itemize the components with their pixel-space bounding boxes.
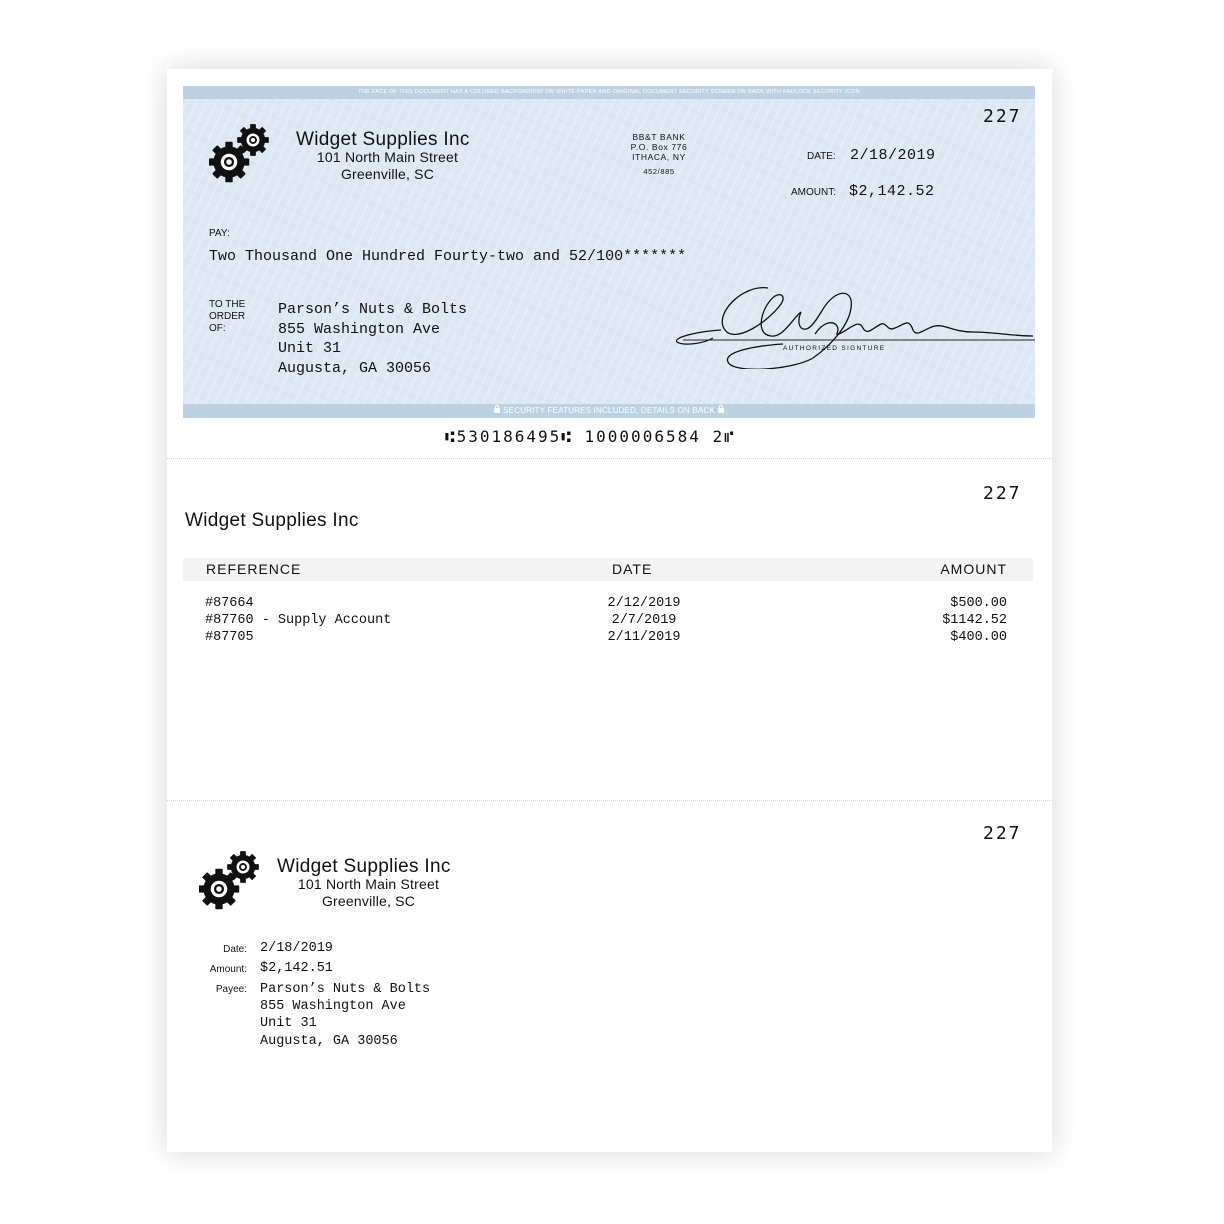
signature xyxy=(673,274,1035,369)
stub2-company-address-line2: Greenville, SC xyxy=(321,893,416,909)
check-number: 227 xyxy=(983,106,1022,127)
payee-city: Augusta, GA 30056 xyxy=(278,359,432,377)
company-address-line1: 101 North Main Street xyxy=(316,149,459,165)
stub2-date-label: Date: xyxy=(223,944,247,955)
gears-logo-icon xyxy=(199,849,261,911)
stub1-check-number: 227 xyxy=(983,483,1022,504)
check xyxy=(183,86,1035,418)
stub2-payee xyxy=(260,981,430,1050)
bank-info xyxy=(611,132,707,177)
stub2-payee-city: Augusta, GA 30056 xyxy=(260,1033,398,1049)
table-row-reference: #87760 - Supply Account xyxy=(205,613,392,628)
date-label: DATE: xyxy=(807,151,836,162)
check-date: 2/18/2019 xyxy=(850,147,936,164)
table-row-date: 2/12/2019 xyxy=(607,596,681,611)
stub2-payee-name: Parson’s Nuts & Bolts xyxy=(260,982,431,997)
stub1-table-body xyxy=(205,596,1007,656)
header-amount: AMOUNT xyxy=(940,561,1007,577)
security-band-top: THE FACE OF THIS DOCUMENT HAS A COLORED BACKGROUND ON WHITE PAPER AND ORIGINAL DOCUMENT SECURITY SCREEN ON BACK WITH PADLOCK SECURITY ICON xyxy=(183,86,1035,99)
table-row-reference: #87664 xyxy=(205,596,254,611)
check-page xyxy=(167,69,1052,1152)
to-the-order-of-label: TO THE ORDER OF: xyxy=(209,299,246,334)
perforation-line xyxy=(167,458,1052,459)
security-band-bottom: SECURITY FEATURES INCLUDED, DETAILS ON BACK xyxy=(183,404,1035,418)
stub1-company-name: Widget Supplies Inc xyxy=(185,510,359,531)
payee-name: Parson’s Nuts & Bolts xyxy=(278,301,468,318)
payee-street: 855 Washington Ave xyxy=(278,320,441,338)
table-row-date: 2/7/2019 xyxy=(611,613,677,628)
stub2-amount: $2,142.51 xyxy=(260,961,333,976)
stub1-table-header xyxy=(183,558,1033,581)
pay-label: PAY: xyxy=(209,228,230,239)
payee-address xyxy=(278,300,467,378)
table-row-amount: $1142.52 xyxy=(942,613,1007,628)
perforation-line xyxy=(167,800,1052,801)
company-address-line2: Greenville, SC xyxy=(340,166,435,182)
bank-name: BB&T BANK xyxy=(632,132,686,142)
table-row-amount: $500.00 xyxy=(950,596,1007,611)
table-row-reference: #87705 xyxy=(205,630,254,645)
table-row-amount: $400.00 xyxy=(950,630,1007,645)
stub2-check-number: 227 xyxy=(983,823,1022,844)
gears-logo-icon xyxy=(209,122,271,184)
micr-line: ⑆530186495⑆ 1000006584 2⑈ xyxy=(445,427,736,446)
check-amount: $2,142.52 xyxy=(849,183,935,200)
bank-city: ITHACA, NY xyxy=(632,152,686,162)
header-reference: REFERENCE xyxy=(206,561,302,577)
stub2-payee-label: Payee: xyxy=(215,984,247,995)
stub2-company-address-line1: 101 North Main Street xyxy=(297,876,440,892)
padlock-icon xyxy=(718,408,724,413)
stub2-date: 2/18/2019 xyxy=(260,941,333,956)
payee-unit: Unit 31 xyxy=(278,340,342,357)
stub2-payee-street: 855 Washington Ave xyxy=(260,999,406,1015)
amount-label: AMOUNT: xyxy=(791,187,836,198)
stub2-amount-label: Amount: xyxy=(209,964,247,975)
bank-box: P.O. Box 776 xyxy=(630,142,688,152)
amount-in-words: Two Thousand One Hundred Fourty-two and 52/100******* xyxy=(209,248,687,265)
stub2-company-name: Widget Supplies Inc xyxy=(277,856,451,877)
padlock-icon xyxy=(494,408,500,413)
table-row-date: 2/11/2019 xyxy=(607,630,681,645)
bank-fraction: 452/885 xyxy=(643,167,675,176)
signature-label: AUTHORIZED SIGNTURE xyxy=(783,345,886,352)
company-name: Widget Supplies Inc xyxy=(296,129,470,150)
stub2-payee-unit: Unit 31 xyxy=(260,1016,317,1032)
header-date: DATE xyxy=(612,561,653,577)
